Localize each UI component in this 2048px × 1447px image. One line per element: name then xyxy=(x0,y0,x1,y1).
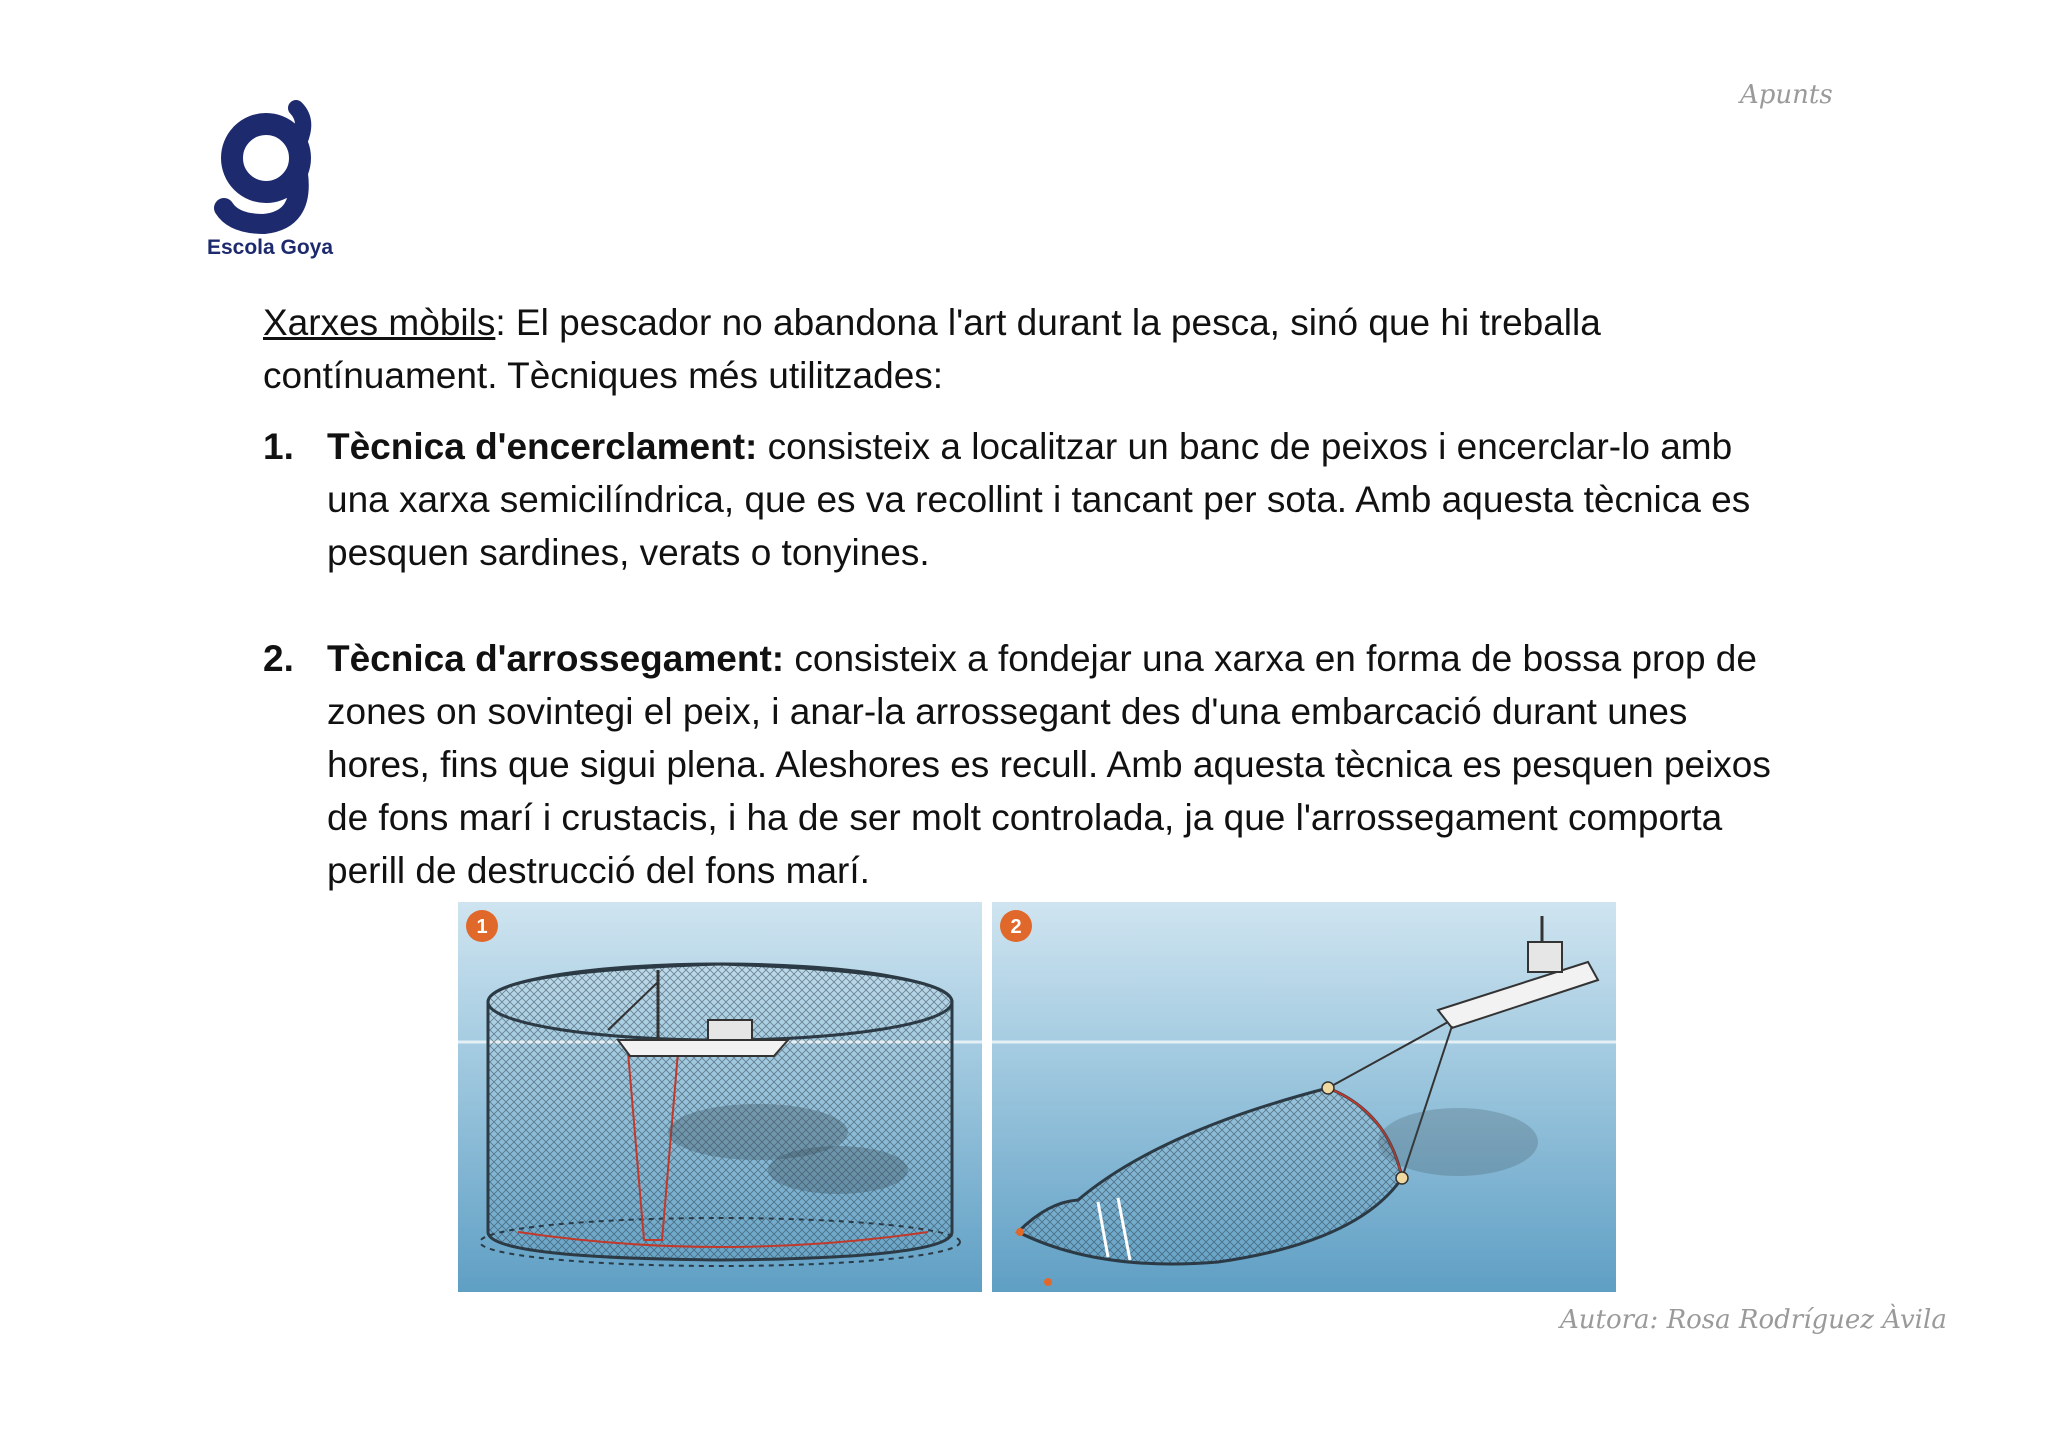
technique-term: Tècnica d'arrossegament: xyxy=(327,638,785,679)
technique-number: 2. xyxy=(263,638,294,679)
author-credit: Autora: Rosa Rodríguez Àvila xyxy=(1560,1305,1947,1335)
logo-caption: Escola Goya xyxy=(206,236,334,259)
panel-2-badge-label: 2 xyxy=(1010,916,1022,938)
panel-1-badge xyxy=(466,910,498,942)
intro-paragraph xyxy=(263,296,1793,402)
technique-text: consisteix a fondejar una xarxa en forma de bossa prop de zones on sovintegi el peix, i anar-la arrossegant des d'una embarcació durant unes hores, fins que sigui plena. Aleshores es recull. Amb aquesta tècnica es pesquen peixos de fons marí i crustacis, i ha de ser molt controlada, ja que l'arrossegament comporta perill de destrucció del fons marí. xyxy=(327,638,1771,891)
header-note: Apunts xyxy=(1740,80,1833,110)
panel-1-badge-label: 1 xyxy=(476,916,488,938)
technique-text: consisteix a localitzar un banc de peixos i encerclar-lo amb una xarxa semicilíndrica, que es va recollint i tancant per sota. Amb aquesta tècnica es pesquen sardines, verats o tonyines. xyxy=(327,426,1751,573)
panel-trawling xyxy=(992,902,1616,1292)
technique-number: 1. xyxy=(263,426,294,467)
logo-g-icon xyxy=(200,100,340,240)
technique-item xyxy=(263,420,1793,579)
intro-text: : El pescador no abandona l'art durant la pesca, sinó que hi treballa contínuament. Tècniques més utilitzades: xyxy=(263,302,1601,396)
techniques-list xyxy=(263,420,1793,897)
main-content xyxy=(263,296,1793,897)
technique-term: Tècnica d'encerclament: xyxy=(327,426,758,467)
fishing-illustration xyxy=(458,902,1616,1292)
technique-item xyxy=(263,632,1793,897)
panel-2-badge xyxy=(1000,910,1032,942)
intro-term: Xarxes mòbils xyxy=(263,302,496,343)
panel-encircling xyxy=(458,902,982,1292)
school-logo xyxy=(200,100,340,270)
